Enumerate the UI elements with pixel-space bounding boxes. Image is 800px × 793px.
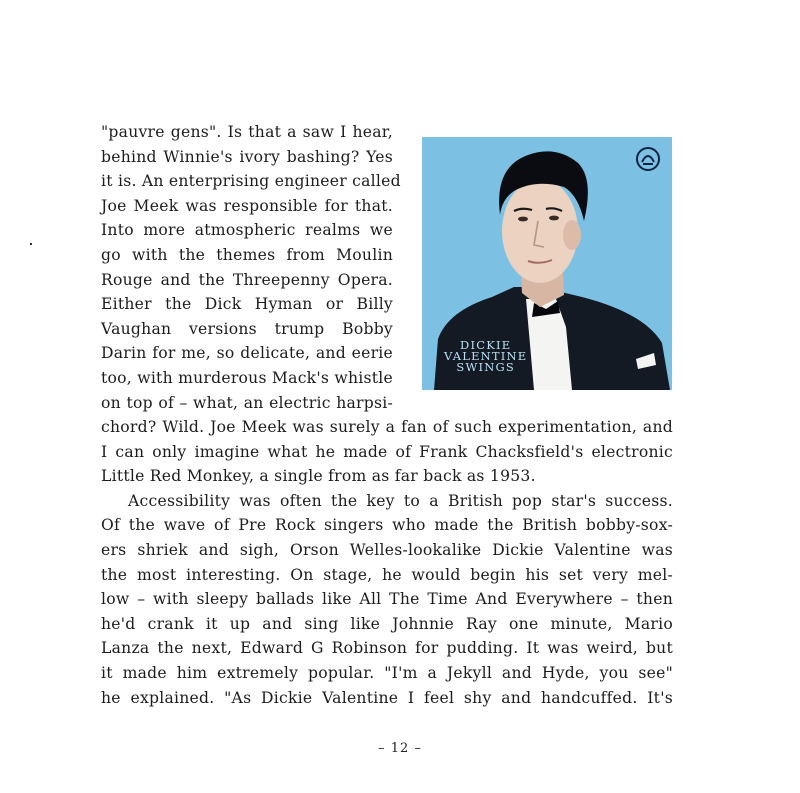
text-line: go with the themes from Moulin <box>101 245 393 264</box>
text-line: he explained. "As Dickie Valentine I feel shy and handcuffed. It's <box>101 688 673 707</box>
album-title-line: VALENTINE <box>444 349 528 363</box>
text-line: Darin for me, so delicate, and eerie <box>101 344 393 363</box>
text-line: the most interesting. On stage, he would begin his set very mel- <box>101 565 673 584</box>
text-line: it made him extremely popular. "I'm a Jekyll and Hyde, you see" <box>101 663 673 682</box>
page-number: – 12 – <box>378 741 422 756</box>
text-line: "pauvre gens". Is that a saw I hear, <box>101 123 393 141</box>
left-column-text <box>101 120 401 415</box>
text-line: Of the wave of Pre Rock singers who made the British bobby-sox- <box>101 516 673 535</box>
text-line: Into more atmospheric realms we <box>101 221 393 240</box>
text-line: chord? Wild. Joe Meek was surely a fan of such experimentation, and <box>101 418 673 436</box>
album-title <box>444 340 527 373</box>
album-title-line: SWINGS <box>456 360 515 374</box>
text-line: Lanza the next, Edward G Robinson for pudding. It was weird, but <box>101 639 673 658</box>
text-line: Joe Meek was responsible for that. <box>101 196 393 215</box>
record-label-logo-icon <box>634 146 662 172</box>
text-line: too, with murderous Mack's whistle <box>101 368 393 387</box>
text-line: he'd crank it up and sing like Johnnie Ray one minute, Mario <box>101 614 673 633</box>
text-line: Vaughan versions trump Bobby <box>101 319 393 338</box>
full-width-text <box>101 415 673 710</box>
paragraph-first-line: Accessibility was often the key to a British pop star's success. <box>128 491 673 510</box>
album-cover-image <box>422 137 672 390</box>
text-line: Rouge and the Threepenny Opera. <box>101 270 393 289</box>
text-line: ers shriek and sigh, Orson Welles-lookalike Dickie Valentine was <box>101 540 673 559</box>
stray-mark <box>30 243 32 245</box>
text-line: on top of – what, an electric harpsi- <box>101 393 393 412</box>
album-title-line: DICKIE <box>460 338 512 352</box>
text-line: low – with sleepy ballads like All The Time And Everywhere – then <box>101 590 673 609</box>
text-line: Either the Dick Hyman or Billy <box>101 295 393 314</box>
text-line: it is. An enterprising engineer called <box>101 172 401 191</box>
text-line: Little Red Monkey, a single from as far back as 1953. <box>101 467 536 486</box>
text-line: behind Winnie's ivory bashing? Yes <box>101 147 393 166</box>
text-line: I can only imagine what he made of Frank Chacksfield's electronic <box>101 442 673 461</box>
